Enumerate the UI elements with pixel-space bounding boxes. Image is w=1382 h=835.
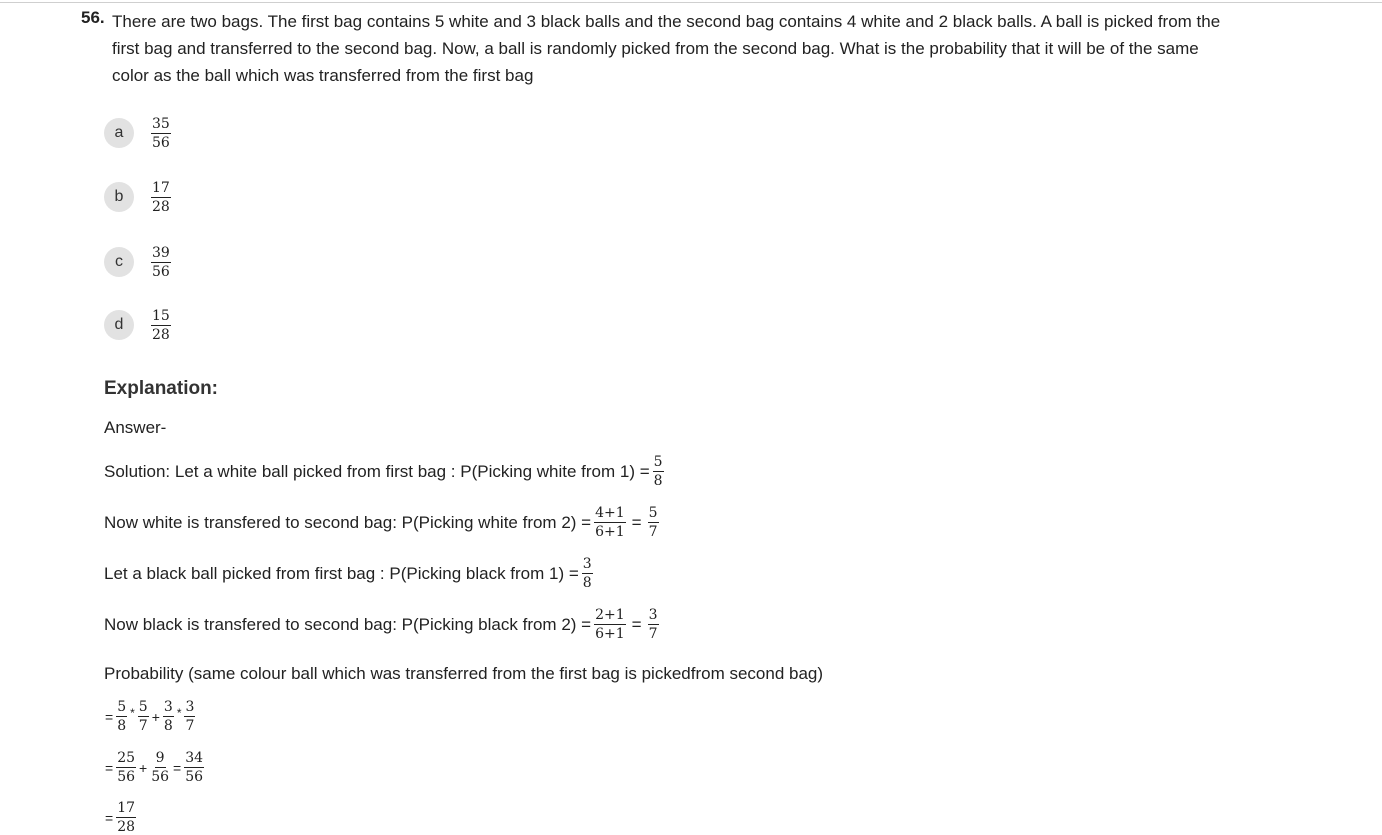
question-number: 56. <box>81 8 105 27</box>
math-line-3 <box>104 801 138 834</box>
option-c[interactable] <box>104 242 171 282</box>
probability-statement: Probability (same colour ball which was transferred from the first bag is pickedfrom second bag) <box>104 664 824 683</box>
option-b[interactable] <box>104 177 171 217</box>
multiply-sign: * <box>130 705 135 720</box>
equals-sign: = <box>105 809 114 826</box>
solution-line-3 <box>104 557 596 590</box>
fraction-numerator: 5 <box>653 454 663 470</box>
fraction <box>594 608 626 641</box>
fraction-numerator: 3 <box>185 699 195 715</box>
fraction-numerator: 34 <box>185 750 204 766</box>
fraction-denominator: 7 <box>648 626 658 642</box>
option-letter[interactable]: a <box>104 118 134 148</box>
fraction-denominator: 7 <box>648 524 658 540</box>
option-a[interactable] <box>104 113 171 153</box>
fraction-denominator: 56 <box>117 769 136 785</box>
question-text: There are two bags. The first bag contains 5 white and 3 black balls and the second bag contains 4 white and 2 black balls. A ball is picked from the first bag and transferred to the second bag. Now, a ball is randomly picked from the second bag. What is the probability that it will be of the same color as the ball which was transferred from the first bag <box>112 12 1221 85</box>
equals-sign: = <box>173 759 182 776</box>
plus-sign: + <box>151 708 160 725</box>
fraction-numerator: 2+1 <box>595 607 625 623</box>
line-text: Solution: Let a white ball picked from first bag : P(Picking white from 1) = <box>104 461 650 481</box>
fraction <box>163 700 174 733</box>
option-fraction <box>151 309 171 342</box>
fraction-denominator: 8 <box>117 718 127 734</box>
fraction <box>582 557 593 590</box>
fraction-numerator: 39 <box>152 244 170 261</box>
fraction <box>184 751 204 784</box>
fraction-numerator: 3 <box>648 607 658 623</box>
line-text: Now white is transfered to second bag: P(Picking white from 2) = <box>104 512 592 532</box>
fraction-denominator: 8 <box>163 718 173 734</box>
fraction <box>648 506 659 539</box>
option-fraction <box>151 246 171 279</box>
fraction-numerator: 5 <box>138 699 148 715</box>
fraction <box>184 700 195 733</box>
equals-sign: = <box>631 512 642 532</box>
equals-sign: = <box>105 708 114 725</box>
fraction-numerator: 17 <box>117 800 136 816</box>
fraction-numerator: 3 <box>582 556 592 572</box>
fraction-numerator: 9 <box>155 750 165 766</box>
option-d[interactable] <box>104 305 171 345</box>
fraction-numerator: 25 <box>117 750 136 766</box>
math-line-1 <box>104 700 197 733</box>
solution-line-2 <box>104 506 662 539</box>
option-fraction <box>151 117 171 150</box>
fraction-denominator: 56 <box>151 769 170 785</box>
fraction-denominator: 56 <box>152 134 170 151</box>
multiply-sign: * <box>176 705 182 720</box>
plus-sign: + <box>139 759 148 776</box>
answer-label: Answer- <box>104 418 167 437</box>
fraction <box>653 455 664 488</box>
fraction-numerator: 5 <box>648 505 658 521</box>
fraction-numerator: 35 <box>152 115 170 132</box>
fraction-denominator: 28 <box>152 326 170 343</box>
top-divider <box>0 2 1382 3</box>
fraction <box>116 700 127 733</box>
line-text: Let a black ball picked from first bag : P(Picking black from 1) = <box>104 563 579 583</box>
fraction-denominator: 6+1 <box>595 524 625 540</box>
option-letter[interactable]: b <box>104 182 134 212</box>
fraction-denominator: 28 <box>152 198 170 215</box>
option-letter[interactable]: d <box>104 310 134 340</box>
fraction <box>648 608 659 641</box>
fraction <box>150 751 170 784</box>
fraction-numerator: 5 <box>117 699 127 715</box>
fraction <box>594 506 626 539</box>
option-letter[interactable]: c <box>104 247 134 277</box>
fraction-denominator: 8 <box>582 575 592 591</box>
equals-sign: = <box>631 614 642 634</box>
equals-sign: = <box>105 759 114 776</box>
line-text: Now black is transfered to second bag: P(Picking black from 2) = <box>104 614 592 634</box>
explanation-heading: Explanation: <box>104 378 219 399</box>
fraction-numerator: 3 <box>163 699 173 715</box>
fraction-denominator: 8 <box>653 473 663 489</box>
fraction-numerator: 15 <box>152 307 170 324</box>
solution-line-1 <box>104 455 667 488</box>
solution-line-4 <box>104 608 662 641</box>
fraction-denominator: 7 <box>185 718 195 734</box>
option-fraction <box>151 181 171 214</box>
fraction-denominator: 7 <box>138 718 148 734</box>
fraction-numerator: 4+1 <box>595 505 625 521</box>
math-line-2 <box>104 751 206 784</box>
fraction-denominator: 56 <box>152 263 170 280</box>
fraction-numerator: 17 <box>152 179 170 196</box>
fraction <box>138 700 149 733</box>
fraction <box>116 801 136 834</box>
fraction-denominator: 28 <box>117 819 136 835</box>
fraction-denominator: 56 <box>185 769 204 785</box>
fraction <box>116 751 136 784</box>
fraction-denominator: 6+1 <box>595 626 625 642</box>
